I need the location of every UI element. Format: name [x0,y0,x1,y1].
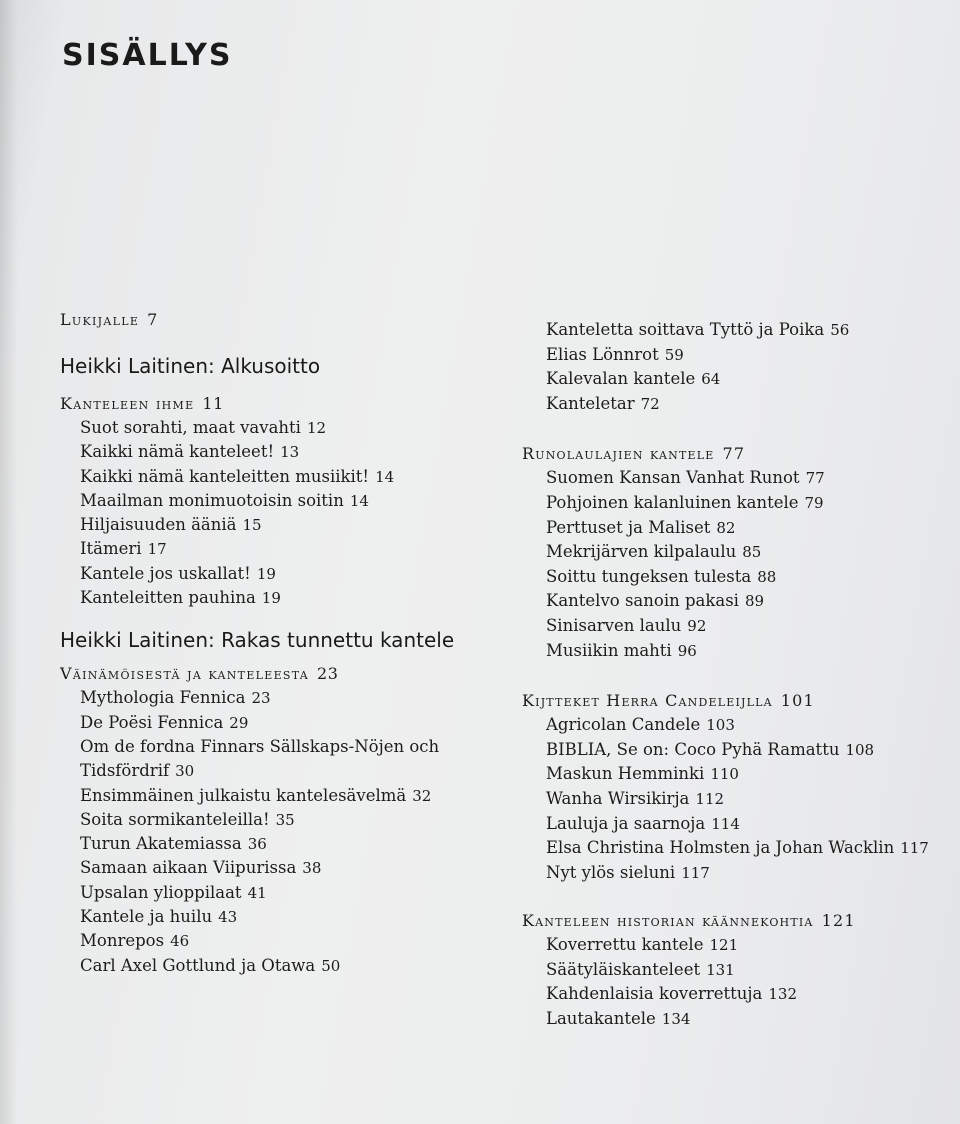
toc-item-label: Pohjoinen kalanluinen kantele [546,492,799,512]
toc-item-label: Mekrijärven kilpalaulu [546,542,737,562]
toc-page-number: 35 [275,810,295,829]
section-heading-kanteleen-historian-kaannekohtia [522,909,942,933]
toc-item [80,808,480,832]
toc-item-label: Kalevalan kantele [546,369,696,389]
toc-page-number: 43 [218,908,238,927]
toc-item [546,1007,942,1032]
toc-item [546,639,942,664]
section-heading-kanteleen-ihme [60,392,480,416]
toc-page-number: 30 [175,762,195,781]
toc-item-label: Kahdenlaisia koverrettuja [546,984,763,1004]
section-label: Kijtteket Herra Candeleijlla [522,691,773,711]
toc-item [80,586,480,610]
section-items [522,713,942,885]
toc-item-label: Samaan aikaan Viipurissa [80,858,297,878]
toc-entry-lukijalle [60,308,480,332]
toc-item [546,787,942,812]
toc-item-label: Tidsfördrif [80,761,170,781]
toc-item-label: Suot sorahti, maat vavahti [80,418,301,437]
toc-item [80,416,480,440]
toc-page-number: 12 [306,419,327,437]
toc-item-label: Nyt ylös sieluni [546,862,676,882]
toc-item [546,540,942,565]
toc-page-number: 79 [804,493,824,512]
toc-item-label: Lautakantele [546,1009,656,1029]
toc-page-number: 46 [170,932,190,951]
toc-item [546,367,942,392]
toc-page-number: 131 [706,960,735,979]
toc-item [80,954,480,978]
toc-item-label: Perttuset ja Maliset [546,517,711,537]
part-heading-alkusoitto: Heikki Laitinen: Alkusoitto [60,354,321,378]
toc-entry-label: Lukijalle [60,310,140,329]
toc-page-number: 56 [830,321,850,339]
toc-page-number: 77 [722,444,746,464]
toc-item [80,562,480,586]
toc-left-column [60,308,480,978]
toc-page-number: 32 [412,786,432,805]
section-items [522,933,942,1031]
toc-item-label: Hiljaisuuden ääniä [80,515,237,535]
toc-page-number: 17 [147,540,167,559]
toc-item-label: Soittu tungeksen tulesta [546,566,752,586]
toc-item-label: Sinisarven laulu [546,615,682,635]
toc-page-number: 89 [744,592,765,611]
toc-item [80,537,480,561]
toc-page-number: 77 [805,469,825,488]
toc-page-number: 112 [695,789,725,808]
toc-item-label: Elias Lönnrot [546,344,659,364]
part-heading-rakas-tunnettu-kantele: Heikki Laitinen: Rakas tunnettu kantele [60,628,455,653]
toc-item-continued [80,759,480,783]
toc-item [546,812,942,837]
toc-item [546,466,942,491]
toc-page-number: 19 [261,589,281,608]
toc-page-number: 92 [687,616,707,635]
toc-page-number: 72 [640,394,660,413]
toc-page-number: 64 [701,370,721,389]
toc-page-number: 41 [247,883,267,902]
toc-page-number: 121 [709,936,739,955]
toc-page-number: 85 [742,543,762,562]
toc-page-number: 114 [711,814,740,833]
section-heading-kijtteket-herra-candeleijlla [522,689,942,713]
toc-item-label: Koverrettu kantele [546,935,704,955]
toc-item [80,881,480,905]
toc-page-number: 36 [247,835,267,854]
toc-item [80,735,480,759]
toc-page-number: 96 [677,641,697,660]
toc-item-label: Suomen Kansan Vanhat Runot [546,468,800,488]
toc-page-number: 117 [681,863,710,882]
toc-page-number: 23 [317,664,339,684]
toc-page-number: 50 [321,956,341,975]
toc-item-label: Mythologia Fennica [80,688,246,708]
toc-item [80,686,480,710]
toc-item-label: Kaikki nämä kanteleitten musiikit! [80,466,370,486]
toc-item-label: Kanteleitten pauhina [80,588,256,608]
toc-item [546,762,942,787]
section-items [60,416,480,610]
toc-page-number: 11 [202,394,224,413]
toc-item-label: Musiikin mahti [546,640,672,660]
section-label: Väinämöisestä ja kanteleesta [60,664,310,684]
section-items-continued [522,318,942,416]
section-label: Runolaulajien kantele [522,444,715,464]
toc-page-number: 23 [251,689,271,708]
page-gutter-shadow [0,0,18,1124]
toc-item-label: Säätyläiskanteleet [546,959,701,979]
toc-item [546,516,942,541]
toc-page-number: 29 [229,713,249,732]
toc-item [546,614,942,639]
toc-item [546,982,942,1007]
section-label: Kanteleen ihme [60,394,195,413]
toc-item [546,565,942,590]
toc-item-label: Upsalan ylioppilaat [80,882,242,902]
toc-item [80,905,480,929]
toc-page-number: 14 [349,491,369,510]
toc-item-label: Itämeri [80,539,142,559]
toc-page-number: 15 [242,516,262,535]
toc-item-label: Om de fordna Finnars Sällskaps-Nöjen och [80,736,440,756]
toc-item [80,832,480,856]
toc-page-number: 103 [706,716,735,735]
toc-item-label: Maskun Hemminki [546,764,705,784]
toc-item [80,440,480,464]
toc-item-label: Wanha Wirsikirja [546,788,690,808]
toc-page-number: 19 [256,564,276,583]
toc-page-number: 134 [661,1010,691,1029]
toc-page-number: 59 [664,345,684,364]
toc-item-label: Soita sormikanteleilla! [80,809,270,829]
toc-item [546,861,942,886]
toc-item-label: De Poësi Fennica [80,712,224,732]
toc-item [80,513,480,537]
toc-page-number: 132 [768,985,798,1004]
toc-item [546,491,942,516]
toc-page-number: 117 [900,839,929,858]
toc-item-label: Kantele jos uskallat! [80,563,251,583]
toc-item [546,318,942,343]
toc-item-label: Elsa Christina Holmsten ja Johan Wacklin [546,838,895,858]
section-heading-runolaulajien-kantele [522,442,942,466]
toc-item-label: Carl Axel Gottlund ja Otawa [80,955,316,975]
toc-item [546,392,942,417]
toc-item [546,933,942,958]
section-items [60,686,480,978]
toc-page-number: 110 [710,765,739,784]
toc-item-label: Kaikki nämä kanteleet! [80,442,275,462]
toc-item [546,836,942,861]
toc-item-label: Agricolan Candele [546,715,701,735]
toc-page-number: 38 [302,859,322,878]
toc-page-number: 82 [716,518,736,537]
toc-item [546,343,942,368]
toc-item-label: Kantele ja huilu [80,907,213,927]
toc-page-number: 121 [821,911,856,931]
section-label: Kanteleen historian käännekohtia [522,911,814,931]
section-items [522,466,942,663]
toc-item-label: Kantelvo sanoin pakasi [546,591,739,611]
toc-item [80,784,480,808]
toc-item-label: Kanteletta soittava Tyttö ja Poika [546,320,825,339]
toc-item [80,929,480,953]
toc-item [546,738,942,763]
toc-item [546,589,942,614]
toc-item-label: Turun Akatemiassa [80,834,242,854]
toc-item [546,713,942,738]
toc-page-number: 101 [780,691,815,711]
toc-item [80,711,480,735]
toc-item [80,489,480,513]
toc-page-number: 13 [280,443,300,462]
toc-page-number: 14 [375,467,395,486]
toc-item-label: Lauluja ja saarnoja [546,813,706,833]
toc-page-number: 88 [757,567,777,586]
toc-item-label: Monrepos [80,931,165,951]
section-heading-vainamoisesta [60,662,480,686]
toc-item [80,465,480,489]
toc-item-label: Ensimmäinen julkaistu kantelesävelmä [80,785,407,805]
page-title: SISÄLLYS [62,38,233,73]
toc-item-label: Maailman monimuotoisin soitin [80,490,344,510]
toc-item [80,856,480,880]
toc-item-label: BIBLIA, Se on: Coco Pyhä Ramattu [546,739,840,759]
toc-page-number: 7 [147,310,158,329]
toc-item-label: Kanteletar [546,393,635,413]
toc-item [546,958,942,983]
toc-right-column [522,318,942,1032]
toc-page-number: 108 [845,740,875,759]
